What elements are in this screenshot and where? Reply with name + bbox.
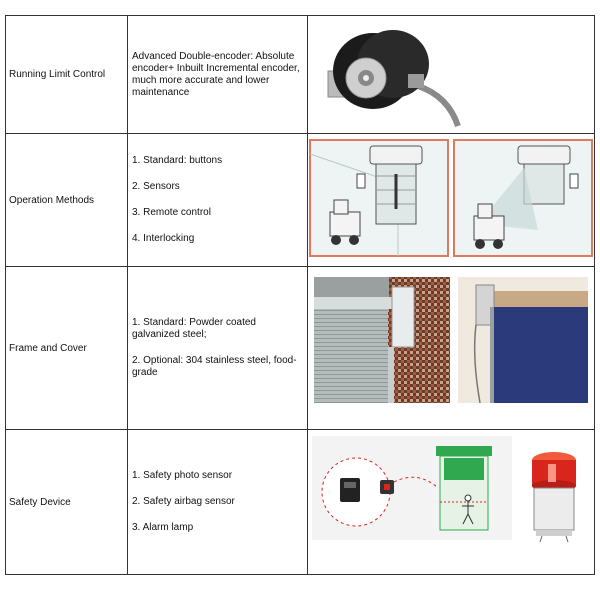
description-cell: [128, 267, 308, 430]
image-cell: [308, 267, 595, 430]
table-row: [6, 16, 595, 134]
list-item: 1. Standard: buttons: [132, 155, 223, 166]
list-item: 2. Optional: 304 stainless steel, food-grade: [132, 355, 297, 378]
alarm-lamp-icon: [532, 452, 576, 542]
description-cell: Advanced Double-encoder: Absolute encoder+ Inbuilt Incremental encoder, much more accurate and lower maintenance: [128, 16, 308, 134]
door-forklift-sensor-icon: [454, 140, 592, 256]
list-item: 3. Alarm lamp: [132, 522, 194, 533]
list-item: 2. Sensors: [132, 181, 180, 192]
list-item: 1. Safety photo sensor: [132, 470, 233, 481]
table-row: [6, 267, 595, 430]
rotary-encoder-icon: [308, 16, 594, 133]
photo-sensor-diagram-icon: [312, 436, 512, 540]
door-forklift-button-icon: [310, 140, 448, 256]
list-item: 2. Safety airbag sensor: [132, 496, 235, 507]
image-cell: [308, 430, 595, 575]
door-frame-blue-curtain-icon: [458, 277, 588, 403]
table-row: [6, 134, 595, 267]
table-row: [6, 430, 595, 575]
spec-table: [5, 15, 595, 575]
list-item: 4. Interlocking: [132, 233, 195, 244]
feature-cell: Running Limit Control: [6, 16, 128, 134]
door-frame-mosaic-wall-icon: [314, 277, 450, 403]
description-cell: [128, 430, 308, 575]
image-cell: [308, 134, 595, 267]
feature-cell: Operation Methods: [6, 134, 128, 267]
feature-cell: Safety Device: [6, 430, 128, 575]
list-item: 1. Standard: Powder coated galvanized steel;: [132, 317, 256, 340]
feature-cell: Frame and Cover: [6, 267, 128, 430]
description-cell: [128, 134, 308, 267]
image-cell: [308, 16, 595, 134]
list-item: 3. Remote control: [132, 207, 211, 218]
